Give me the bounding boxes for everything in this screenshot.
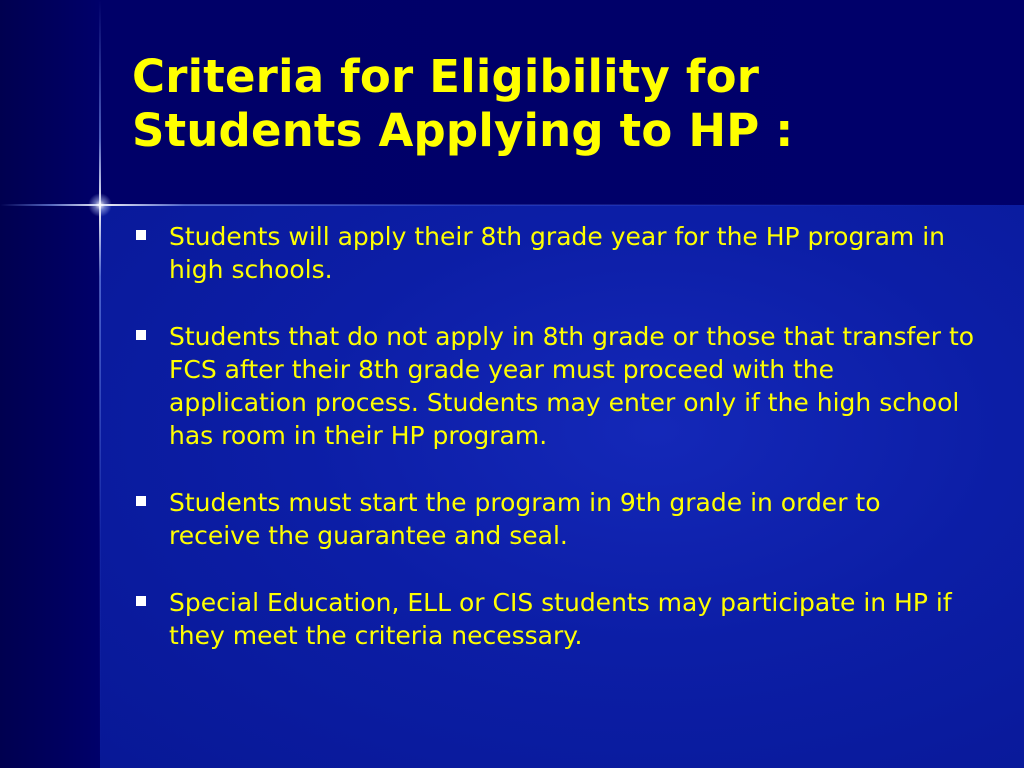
left-decor-band <box>0 0 100 768</box>
bullet-list <box>126 220 976 686</box>
bullet-item <box>126 320 976 452</box>
bullet-item <box>126 586 976 652</box>
bullet-text: Students must start the program in 9th grade in order to receive the guarantee and seal. <box>169 488 881 550</box>
vertical-glow-line <box>99 0 101 768</box>
bullet-text: Special Education, ELL or CIS students may participate in HP if they meet the criteria necessary. <box>169 588 952 650</box>
square-bullet-icon <box>136 230 146 240</box>
horizontal-glow-line <box>0 204 1024 206</box>
slide-title <box>132 50 1002 158</box>
square-bullet-icon <box>136 596 146 606</box>
sparkle-icon <box>88 193 112 217</box>
slide-title-line: Criteria for Eligibility for <box>132 50 760 103</box>
square-bullet-icon <box>136 330 146 340</box>
square-bullet-icon <box>136 496 146 506</box>
bullet-item <box>126 220 976 286</box>
bullet-text: Students that do not apply in 8th grade or those that transfer to FCS after their 8th grade year must proceed with the application process. Students may enter only if the high school has room in their HP program. <box>169 322 975 450</box>
bullet-text: Students will apply their 8th grade year for the HP program in high schools. <box>169 222 946 284</box>
bullet-item <box>126 486 976 552</box>
slide-title-line: Students Applying to HP : <box>132 104 794 157</box>
